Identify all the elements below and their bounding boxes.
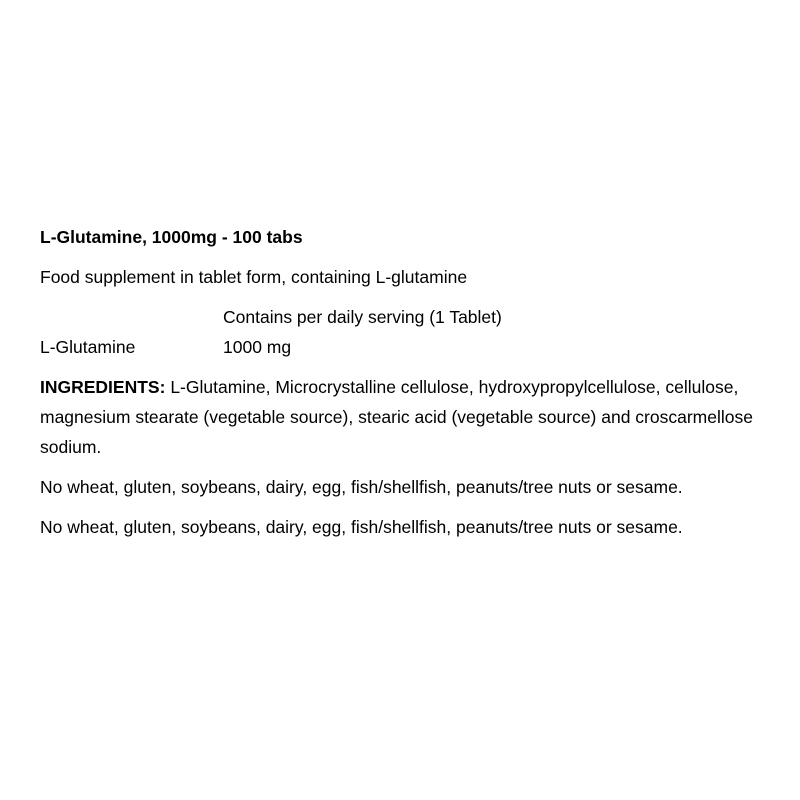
facts-nutrient-name: L-Glutamine [40,337,136,357]
allergen-statement-1: No wheat, gluten, soybeans, dairy, egg, fish/shellfish, peanuts/tree nuts or sesame. [40,477,683,497]
product-title: L-Glutamine, 1000mg - 100 tabs [40,227,303,247]
facts-nutrient-amount: 1000 mg [223,337,292,357]
ingredients-text: L-Glutamine, Microcrystalline cellulose, hydroxypropylcellulose, cellulose, magnesium stearate (vegetable source), stearic acid (vegetable source) and croscarmellose sodium. [40,377,753,457]
allergen-statement-2: No wheat, gluten, soybeans, dairy, egg, fish/shellfish, peanuts/tree nuts or sesame. [40,517,683,537]
supplement-facts-table [40,302,770,362]
facts-header-row [40,302,770,332]
product-description: Food supplement in tablet form, containing L-glutamine [40,267,468,287]
facts-header-spacer [40,302,223,332]
facts-serving-header: Contains per daily serving (1 Tablet) [223,307,502,327]
ingredients-paragraph [40,372,770,462]
facts-data-row [40,332,770,362]
ingredients-label: INGREDIENTS: [40,377,166,397]
